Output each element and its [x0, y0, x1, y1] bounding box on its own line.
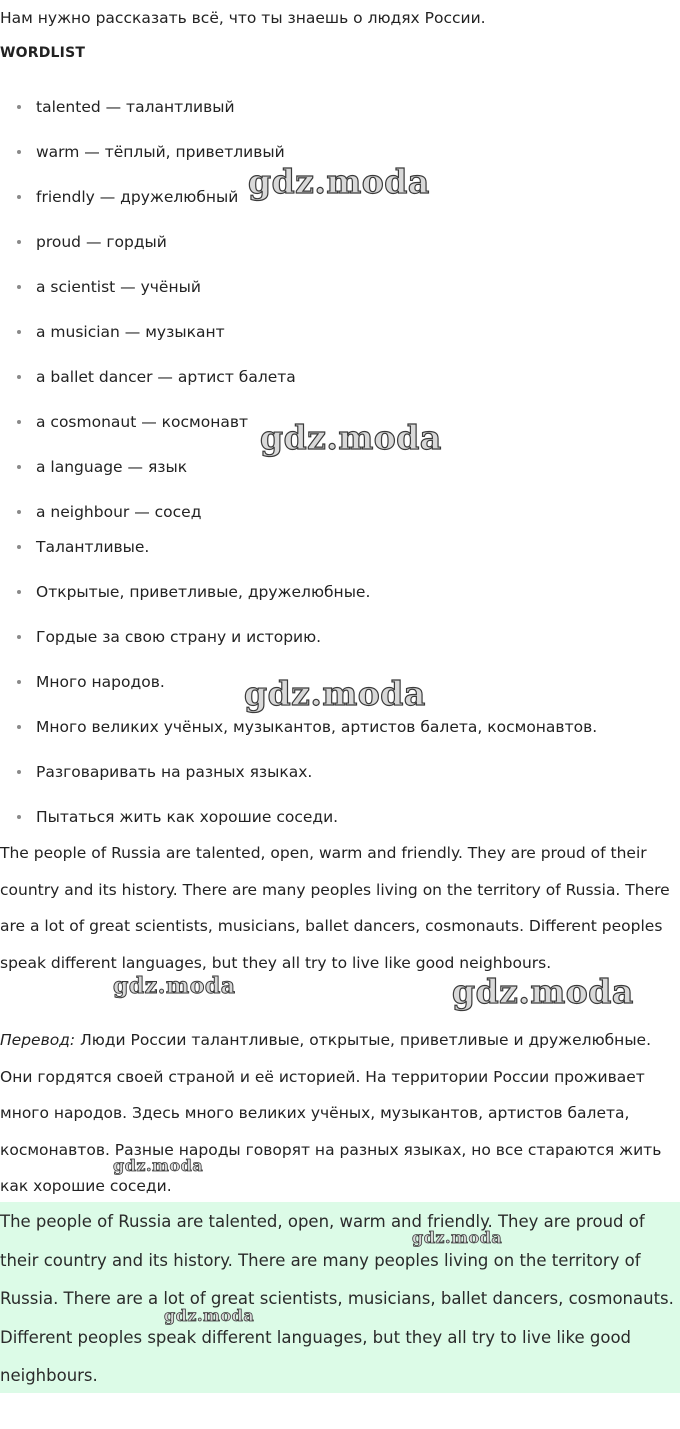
watermark-logo	[244, 674, 426, 713]
wordlist-item-text: a scientist — учёный	[36, 278, 201, 296]
translation-label: Перевод:	[0, 1031, 76, 1049]
watermark-text: gdz.moda	[452, 972, 634, 1011]
english-paragraph: The people of Russia are talented, open, warm and friendly. They are proud of their country and its history. There are many peoples living on the territory of Russia. There are a lot of great scientists, musicians, ballet dancers, cosmonauts. Different peoples speak different languages, but they all try to live like good neighbours.	[0, 844, 670, 972]
bullet-icon	[17, 330, 21, 334]
wordlist-item-text: a cosmonaut — космонавт	[36, 413, 249, 431]
bullet-icon	[17, 195, 21, 199]
wordlist-item-text: proud — гордый	[36, 233, 167, 251]
watermark-text: gdz.moda	[113, 1156, 204, 1175]
wordlist-heading: WORDLIST	[0, 45, 86, 61]
bullet-icon	[17, 510, 21, 514]
watermark-text: gdz.moda	[244, 674, 426, 713]
watermark-text: gdz.moda	[248, 162, 430, 201]
bullet-icon	[17, 375, 21, 379]
watermark-text: gdz.moda	[113, 973, 236, 999]
answer-item-text: Талантливые.	[36, 538, 150, 556]
answer-item-text: Открытые, приветливые, дружелюбные.	[36, 583, 371, 601]
bullet-icon	[17, 420, 21, 424]
bullet-icon	[17, 635, 21, 639]
bullet-icon	[17, 545, 21, 549]
translation-text: Люди России талантливые, открытые, приветливые и дружелюбные. Они гордятся своей страной и её историей. На территории России проживает много народов. Здесь много великих учёных, музыкантов, артистов балета, космонавтов. Разные народы говорят на разных языках, но все стараются жить как хорошие соседи.	[0, 1031, 662, 1195]
intro-text: Нам нужно рассказать всё, что ты знаешь о людях России.	[0, 9, 486, 27]
watermark-logo	[248, 162, 430, 201]
answer-item-text: Разговаривать на разных языках.	[36, 763, 313, 781]
bullet-icon	[17, 105, 21, 109]
bullet-icon	[17, 240, 21, 244]
highlighted-answer-text: The people of Russia are talented, open, warm and friendly. They are proud of their country and its history. There are many peoples living on the territory of Russia. There are a lot of great scientists, musicians, ballet dancers, cosmonauts. Different peoples speak different languages, but they all try to live like good neighbours.	[0, 1212, 674, 1386]
watermark-logo	[260, 418, 442, 457]
bullet-icon	[17, 725, 21, 729]
wordlist-item-text: friendly — дружелюбный	[36, 188, 239, 206]
bullet-icon	[17, 680, 21, 684]
bullet-icon	[17, 590, 21, 594]
bullet-icon	[17, 770, 21, 774]
bullet-icon	[17, 465, 21, 469]
bullet-icon	[17, 150, 21, 154]
answer-item-text: Гордые за свою страну и историю.	[36, 628, 322, 646]
answer-item-text: Пытаться жить как хорошие соседи.	[36, 808, 339, 826]
wordlist-item-text: a neighbour — сосед	[36, 503, 202, 521]
wordlist-item-text: a language — язык	[36, 458, 188, 476]
wordlist-item-text: warm — тёплый, приветливый	[36, 143, 285, 161]
wordlist-item-text: a ballet dancer — артист балета	[36, 368, 296, 386]
answer-item-text: Много народов.	[36, 673, 165, 691]
watermark-text: gdz.moda	[260, 418, 442, 457]
bullet-icon	[17, 285, 21, 289]
bullet-icon	[17, 815, 21, 819]
answer-item-text: Много великих учёных, музыкантов, артистов балета, космонавтов.	[36, 718, 598, 736]
watermark-text: gdz.moda	[412, 1228, 503, 1247]
translation-paragraph	[0, 1022, 680, 1205]
watermark-text: gdz.moda	[164, 1306, 255, 1325]
wordlist-item-text: a musician — музыкант	[36, 323, 225, 341]
wordlist-item-text: talented — талантливый	[36, 98, 235, 116]
